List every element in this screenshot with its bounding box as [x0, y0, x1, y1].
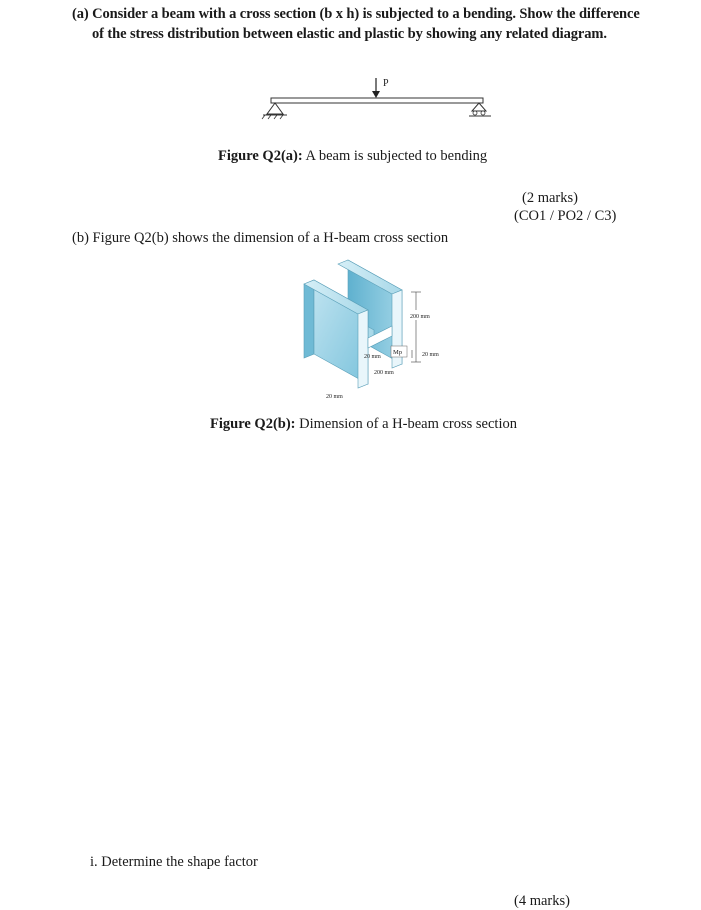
dim-height: 200 mm — [410, 314, 430, 320]
load-label: P — [383, 78, 389, 89]
load-arrow-head — [372, 91, 380, 98]
dim-flange: 20 mm — [326, 394, 343, 400]
question-a-line-1: (a) Consider a beam with a cross section (b x h) is subjected to a bending. Show the difference — [72, 6, 640, 22]
question-a-line-2: of the stress distribution between elastic and plastic by showing any related diagram. — [92, 26, 607, 42]
question-b-intro: (b) Figure Q2(b) shows the dimension of a H-beam cross section — [72, 230, 449, 246]
dim-web-left: 20 mm — [364, 354, 381, 360]
front-flange-side — [304, 280, 314, 358]
figure-q2a-caption: Figure Q2(a): A beam is subjected to bending — [218, 148, 488, 164]
moment-label: Mp — [393, 349, 403, 356]
h-beam-figure — [290, 252, 470, 412]
pin-support — [267, 103, 283, 114]
dim-width: 200 mm — [374, 370, 394, 376]
figure-q2b-caption: Figure Q2(b): Dimension of a H-beam cross section — [210, 416, 517, 432]
beam-body — [271, 98, 483, 103]
dim-web-right: 20 mm — [422, 352, 439, 358]
marks-b-i: (4 marks) — [514, 893, 570, 909]
sub-question-i: i. Determine the shape factor — [90, 854, 258, 870]
beam-figure — [255, 70, 505, 126]
marks-a: (2 marks) — [522, 190, 578, 206]
course-outcome: (CO1 / PO2 / C3) — [514, 208, 617, 224]
roller-support — [472, 103, 486, 111]
